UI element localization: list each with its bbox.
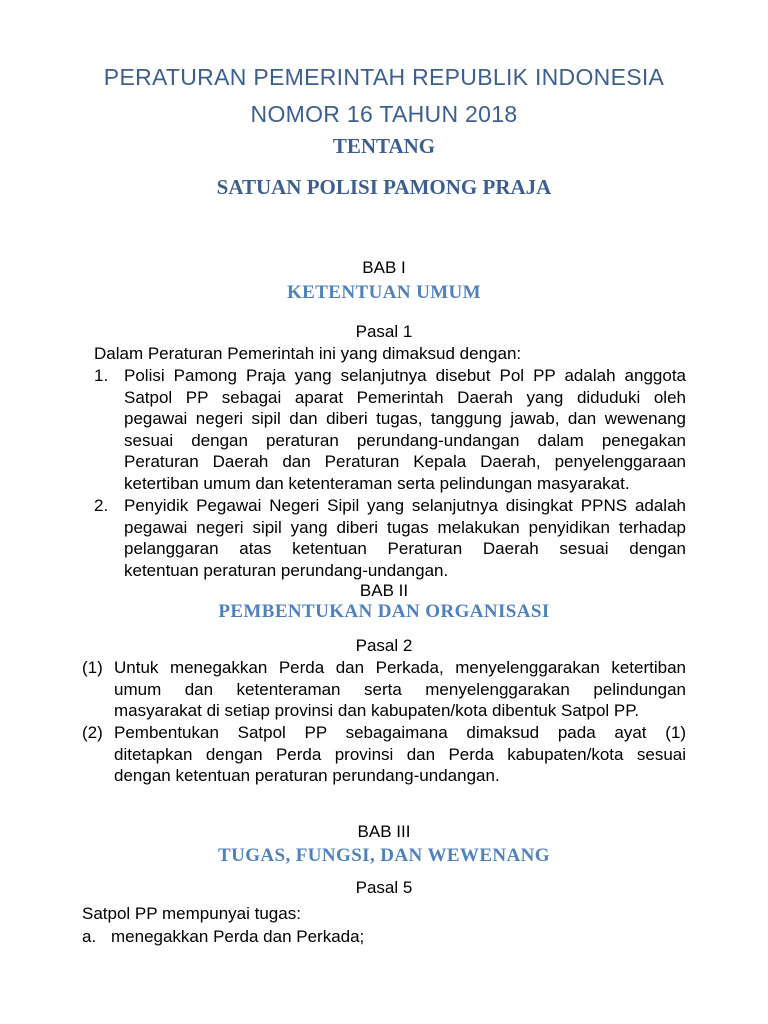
document-title-line-2: NOMOR 16 TAHUN 2018 [250, 101, 518, 127]
document-subject: SATUAN POLISI PAMONG PRAJA [216, 175, 552, 199]
text-line: ditetapkan dengan Perda provinsi dan Perda kabupaten/kota sesuai [114, 744, 686, 764]
bab-1-label: BAB I [362, 258, 406, 277]
text-line: ketentuan peraturan perundang-undangan. [124, 560, 449, 580]
definition-item-2 [124, 495, 686, 581]
text-line: pegawai negeri sipil yang diberi tugas melakukan penyidikan terhadap [124, 517, 686, 537]
text-line: Pembentukan Satpol PP sebagaimana dimaksud pada ayat (1) [114, 723, 686, 742]
list-item-number: 2. [94, 496, 109, 515]
text-line: pelanggaran atas ketentuan Peraturan Daerah sesuai dengan [124, 539, 686, 559]
text-line: pegawai negeri sipil dan diberi tugas, tanggung jawab, dan wewenang [124, 409, 686, 429]
pasal-1-label: Pasal 1 [355, 322, 413, 341]
text-line: Untuk menegakkan Perda dan Perkada, menyelenggarakan ketertiban [114, 658, 686, 677]
ayat-1 [114, 657, 686, 722]
text-line: Peraturan Daerah dan Peraturan Kepala Daerah, penyelenggaraan [124, 452, 686, 472]
text-line: dengan ketentuan peraturan perundang-undangan. [114, 766, 500, 786]
list-item-number: 1. [94, 366, 109, 385]
tentang-heading: TENTANG [332, 134, 436, 158]
text-line: Satpol PP sebagai aparat Pemerintah Daerah yang diduduki oleh [124, 387, 686, 407]
bab-1-title: KETENTUAN UMUM [286, 282, 481, 303]
pasal-1-intro: Dalam Peraturan Pemerintah ini yang dimaksud dengan: [94, 344, 522, 363]
text-line: umum dan ketenteraman serta menyelenggarakan pelindungan [114, 679, 686, 699]
definition-item-1 [124, 365, 686, 495]
pasal-5-label: Pasal 5 [355, 878, 413, 897]
list-item-letter: a. [82, 927, 97, 946]
bab-2-title: PEMBENTUKAN DAN ORGANISASI [218, 601, 550, 622]
bab-2-label: BAB II [359, 581, 409, 600]
text-line: Polisi Pamong Praja yang selanjutnya disebut Pol PP adalah anggota [124, 366, 686, 385]
bab-3-label: BAB III [357, 822, 411, 841]
document-title-line-1: PERATURAN PEMERINTAH REPUBLIK INDONESIA [103, 64, 665, 90]
text-line: ketertiban umum dan ketenteraman serta pelindungan masyarakat. [124, 473, 630, 493]
text-line: masyarakat di setiap provinsi dan kabupaten/kota dibentuk Satpol PP. [114, 701, 640, 721]
text-line: sesuai dengan peraturan perundang-undangan dalam penegakan [124, 430, 686, 450]
list-item-number: (2) [82, 723, 103, 742]
pasal-5-intro: Satpol PP mempunyai tugas: [82, 904, 301, 923]
task-item-a: menegakkan Perda dan Perkada; [111, 927, 365, 946]
list-item-number: (1) [82, 658, 103, 677]
ayat-2 [114, 722, 686, 787]
text-line: Penyidik Pegawai Negeri Sipil yang selanjutnya disingkat PPNS adalah [124, 496, 686, 515]
bab-3-title: TUGAS, FUNGSI, DAN WEWENANG [218, 845, 550, 866]
pasal-2-label: Pasal 2 [355, 636, 413, 655]
